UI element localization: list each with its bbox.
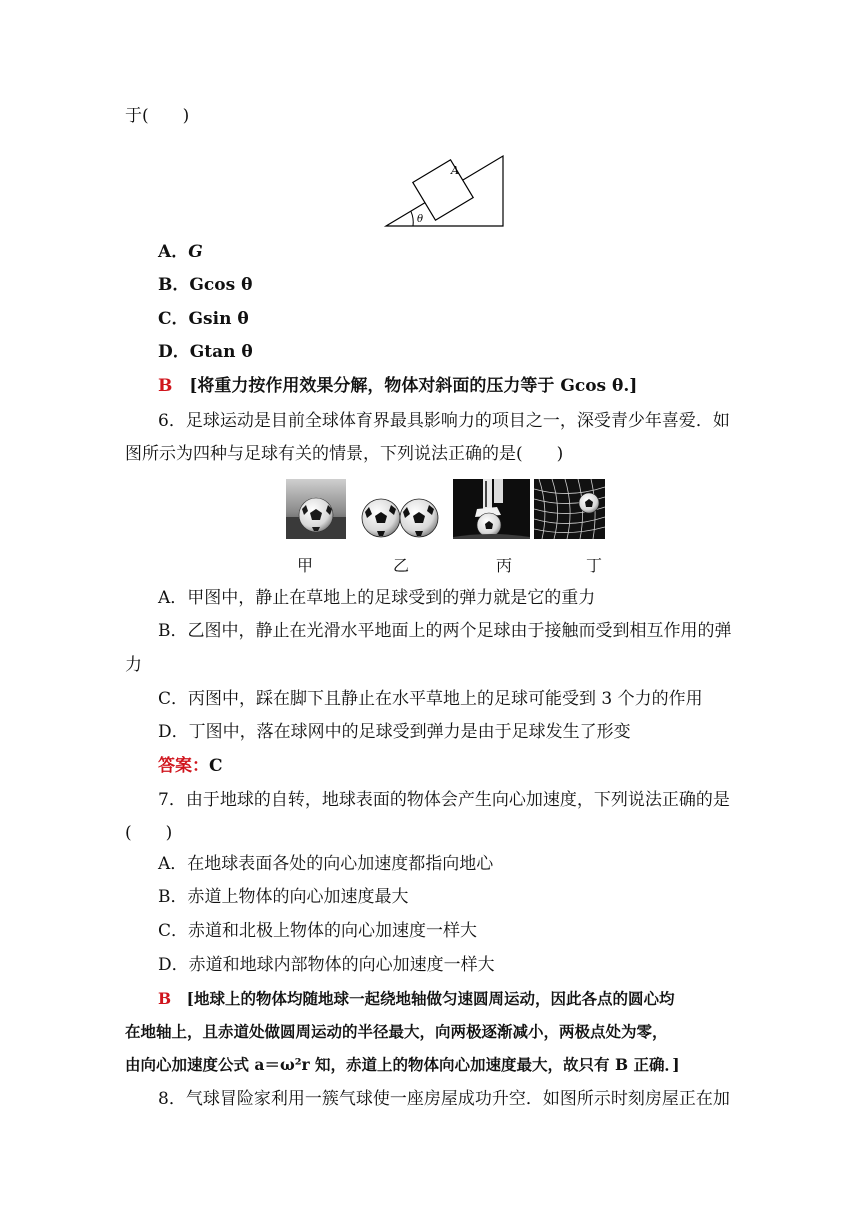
q5-option-c: C．Gsin θ	[158, 309, 249, 329]
q5-option-a: A．G	[158, 242, 203, 262]
caption-yi: 乙	[393, 556, 410, 575]
q7-stem-line1: 7．由于地球的自转，地球表面的物体会产生向心加速度，下列说法正确的是	[158, 790, 730, 810]
q6-option-a: A．甲图中，静止在草地上的足球受到的弹力就是它的重力	[158, 588, 596, 608]
q7-answer-explanation: B [地球上的物体均随地球一起绕地轴做匀速圆周运动，因此各点的圆心均	[158, 989, 675, 1008]
photo-yi-two-balls	[360, 479, 440, 539]
q5-option-d: D．Gtan θ	[158, 342, 253, 362]
q7-option-c: C．赤道和北极上物体的向心加速度一样大	[158, 921, 478, 941]
q5-stem-tail: 于( )	[125, 106, 190, 126]
block-label: A	[451, 164, 459, 177]
q6-option-c: C．丙图中，踩在脚下且静止在水平草地上的足球可能受到 3 个力的作用	[158, 689, 703, 709]
q6-stem-line1: 6．足球运动是目前全球体育界最具影响力的项目之一，深受青少年喜爱．如	[158, 411, 730, 431]
q7-option-b: B．赤道上物体的向心加速度最大	[158, 887, 409, 907]
q7-option-a: A．在地球表面各处的向心加速度都指向地心	[158, 854, 494, 874]
q6-answer: 答案：C	[158, 756, 223, 776]
q6-option-d: D．丁图中，落在球网中的足球受到弹力是由于足球发生了形变	[158, 722, 631, 742]
caption-ding: 丁	[586, 556, 603, 575]
q5-option-b: B．Gcos θ	[158, 275, 253, 295]
caption-bing: 丙	[496, 556, 513, 575]
incline-figure	[383, 140, 508, 232]
q7-stem-line2: ( )	[125, 823, 173, 843]
q6-option-b-cont: 力	[125, 655, 142, 675]
q7-explanation-line3: 由向心加速度公式 a＝ω²r 知，赤道上的物体向心加速度最大，故只有 B 正确．]	[125, 1055, 680, 1074]
angle-label: θ	[417, 214, 424, 225]
q7-option-d: D．赤道和地球内部物体的向心加速度一样大	[158, 955, 495, 975]
caption-jia: 甲	[297, 556, 314, 575]
q8-stem-line1: 8．气球冒险家利用一簇气球使一座房屋成功升空．如图所示时刻房屋正在加	[158, 1089, 730, 1109]
photo-jia-ball-on-grass	[286, 479, 346, 539]
q7-explanation-line2: 在地轴上，且赤道处做圆周运动的半径最大，向两极逐渐减小，两极点处为零，	[125, 1022, 668, 1041]
q5-answer-explanation: B [将重力按作用效果分解，物体对斜面的压力等于 Gcos θ.]	[158, 376, 638, 396]
photo-ding-ball-in-net	[534, 479, 605, 539]
q6-stem-line2: 图所示为四种与足球有关的情景，下列说法正确的是( )	[125, 444, 564, 464]
photo-bing-foot-on-ball	[453, 479, 530, 539]
q6-option-b: B．乙图中，静止在光滑水平地面上的两个足球由于接触而受到相互作用的弹	[158, 621, 732, 641]
